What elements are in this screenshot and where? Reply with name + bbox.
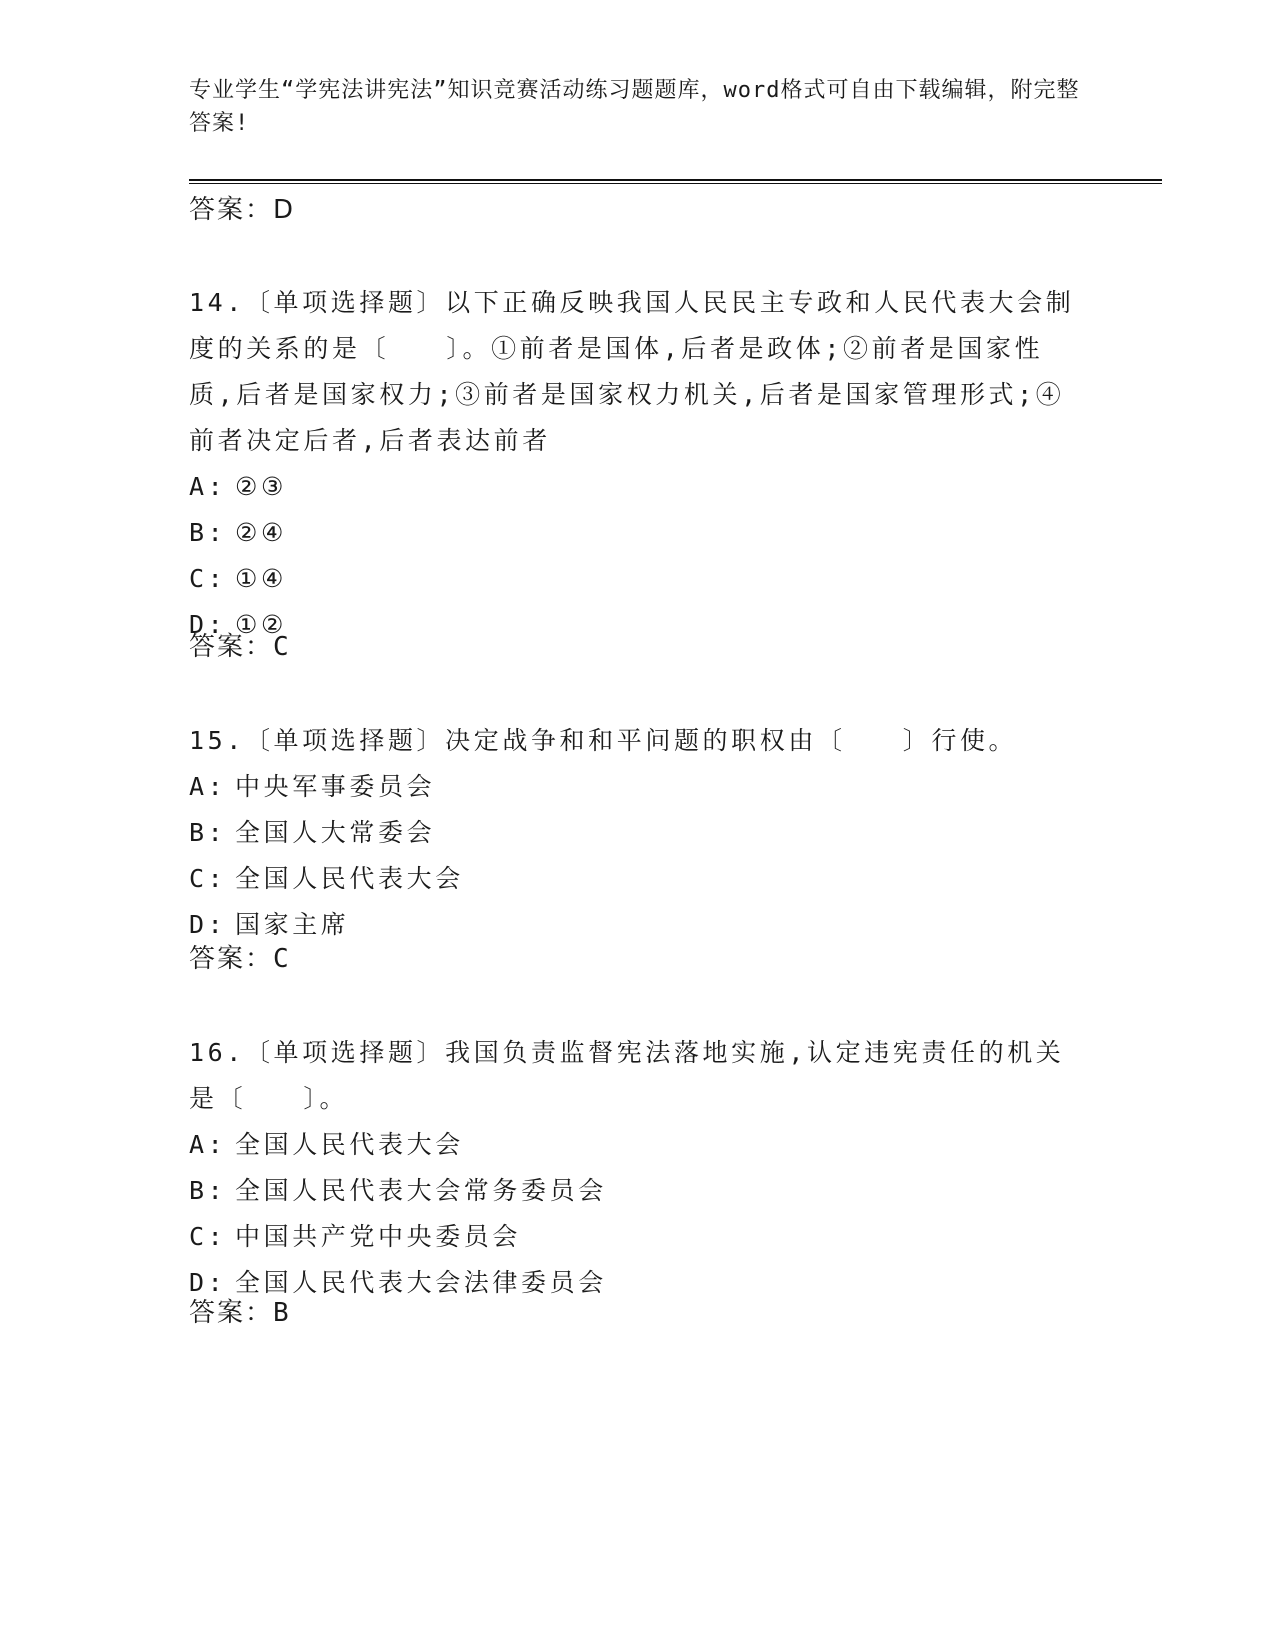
document-header: 专业学生“学宪法讲宪法”知识竞赛活动练习题题库，word格式可自由下载编辑，附完整答案! (189, 78, 1080, 136)
option-c (189, 856, 1089, 902)
option-c (189, 556, 1089, 602)
answer-label: 答案： (189, 1298, 274, 1328)
option-key: A: (189, 1130, 227, 1159)
option-key: C: (189, 864, 227, 893)
answer-q15 (189, 942, 289, 976)
option-value: 国家主席 (235, 910, 350, 939)
option-a (189, 464, 1089, 510)
option-d (189, 902, 1089, 948)
question-text: 16.〔单项选择题〕我国负责监督宪法落地实施,认定违宪责任的机关是〔 〕。 (189, 1038, 1065, 1113)
option-key: C: (189, 564, 227, 593)
option-value: ①④ (235, 564, 288, 593)
header-divider (189, 179, 1162, 181)
option-value: ②④ (235, 518, 288, 547)
option-key: D: (189, 1268, 227, 1297)
option-d (189, 602, 1089, 648)
option-value: ②③ (235, 472, 288, 501)
option-key: A: (189, 472, 227, 501)
answer-q14 (189, 630, 289, 664)
option-c (189, 1214, 1089, 1260)
answer-q13: 答案：D (189, 195, 296, 225)
option-key: D: (189, 610, 227, 639)
option-d (189, 1260, 1089, 1306)
question-text: 14.〔单项选择题〕以下正确反映我国人民民主专政和人民代表大会制度的关系的是〔 〕。①前者是国体,后者是政体;②前者是国家性质,后者是国家权力;③前者是国家权力机关,后者是国家管理形式;④前者决定后者,后者表达前者 (189, 288, 1075, 455)
option-value: 全国人民代表大会 (235, 1130, 464, 1159)
option-key: C: (189, 1222, 227, 1251)
question-text: 15.〔单项选择题〕决定战争和和平问题的职权由〔 〕行使。 (189, 726, 1018, 755)
answer-value: C (273, 632, 289, 662)
option-key: D: (189, 910, 227, 939)
question-15 (189, 718, 1089, 948)
option-value: 全国人大常委会 (235, 818, 436, 847)
answer-label: 答案： (189, 632, 274, 662)
option-b (189, 810, 1089, 856)
option-key: B: (189, 518, 227, 547)
option-value: 中国共产党中央委员会 (235, 1222, 522, 1251)
option-b (189, 510, 1089, 556)
option-value: 全国人民代表大会法律委员会 (235, 1268, 607, 1297)
option-key: B: (189, 1176, 227, 1205)
option-a (189, 764, 1089, 810)
option-key: B: (189, 818, 227, 847)
option-value: 中央军事委员会 (235, 772, 436, 801)
answer-value: B (273, 1298, 289, 1328)
header-divider-thin (189, 183, 1162, 184)
answer-q16 (189, 1296, 289, 1330)
option-a (189, 1122, 1089, 1168)
option-value: 全国人民代表大会 (235, 864, 464, 893)
option-value: 全国人民代表大会常务委员会 (235, 1176, 607, 1205)
option-b (189, 1168, 1089, 1214)
question-16 (189, 1030, 1089, 1306)
option-value: ①② (235, 610, 288, 639)
question-14 (189, 280, 1089, 648)
answer-label: 答案： (189, 944, 274, 974)
option-key: A: (189, 772, 227, 801)
answer-value: C (273, 944, 289, 974)
